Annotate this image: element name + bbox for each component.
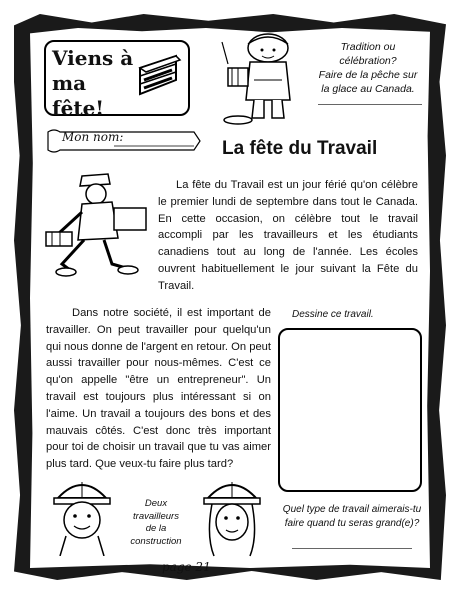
construction-worker-man-icon [50,476,114,556]
drawing-box[interactable] [278,328,422,492]
question-prompt: Quel type de travail aimerais-tu faire quand tu seras grand(e)? [282,504,422,529]
workers-caption-line2: travailleurs [133,510,179,522]
cake-icon [136,50,182,100]
title-line1: Viens à [52,46,134,70]
workers-caption-line1: Deux [144,498,168,509]
page-number: page 21 [162,560,211,574]
tradition-line2: célébration? [339,55,397,67]
paragraph-work: Dans notre société, il est important de travailler. On peut travailler pour quelqu'un qui nous donne de l'argent en retour. On peut aussi travailler pour nous-mêmes. C'est ce qu'on appelle "être un entrepreneur". Un travail est toujours plus intéressant si on l'aime. Un travail a toujours des bons et des mauvais côtés. C'est donc très important pour toi de choisir un travail que tu vas aimer plus tard. Que veux-tu faire plus tard? [46,307,271,471]
headline: La fête du Travail [222,138,378,159]
tradition-note [306,40,430,96]
workers-caption [116,498,196,548]
workers-caption-line4: construction [130,535,182,547]
title-line2: ma fête! [52,71,105,120]
tradition-line4: la glace au Canada. [321,83,415,95]
answer-line[interactable] [292,548,412,549]
draw-label: Dessine ce travail. [292,309,374,320]
name-label: Mon nom: [62,130,124,144]
ice-fisher-illustration [218,30,306,126]
paragraph-labour-day: La fête du Travail est un jour férié qu'on célèbre le premier lundi de septembre dans tout le Canada. En cette occasion, on célèbre tout le travail accompli par les travailleurs et les étudiants canadiens tout au long de l'année. Les écoles ouvrent habituellement le jour suivant la Fête du Travail. [158,179,418,292]
mail-carrier-illustration [42,168,154,284]
tradition-underline [318,104,422,105]
workers-caption-line3: de la [145,523,167,534]
tradition-line1: Tradition ou [340,41,396,53]
page-title [52,46,138,121]
construction-worker-woman-icon [200,476,264,560]
tradition-line3: Faire de la pêche sur [318,69,418,81]
